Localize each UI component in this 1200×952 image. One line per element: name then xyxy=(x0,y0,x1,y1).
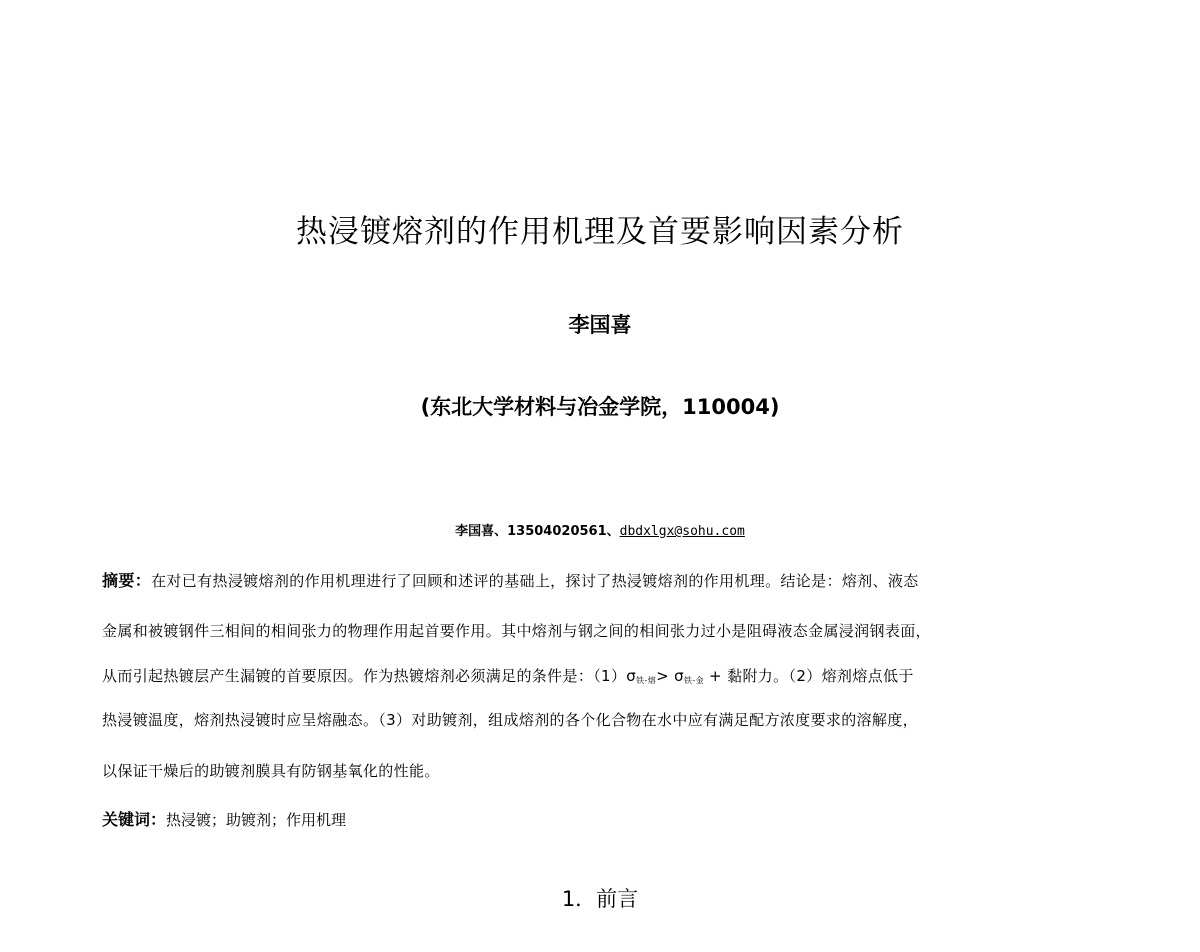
contact-name-phone: 李国喜、13504020561、 xyxy=(455,524,620,539)
abstract-text-5: 以保证干燥后的助镀剂膜具有防钢基氧化的性能。 xyxy=(102,762,440,780)
abstract-line-1 xyxy=(102,568,1092,591)
abstract-line-2 xyxy=(102,620,1092,641)
abstract-text-3c: + 黏附力。（2）熔剂熔点低于 xyxy=(703,667,914,685)
abstract-text-1: 在对已有热浸镀熔剂的作用机理进行了回顾和述评的基础上，探讨了热浸镀熔剂的作用机理。结论是：熔剂、液态 xyxy=(151,572,919,590)
author-affiliation: (东北大学材料与冶金学院，110004) xyxy=(420,395,780,419)
author-name: 李国喜 xyxy=(568,313,632,337)
keywords-line xyxy=(102,807,346,830)
section-heading-introduction: 1．前言 xyxy=(561,887,639,911)
contact-email-link[interactable]: dbdxlgx@sohu.com xyxy=(619,524,745,539)
paper-title: 热浸镀熔剂的作用机理及首要影响因素分析 xyxy=(296,214,904,250)
keywords-text: 热浸镀；助镀剂；作用机理 xyxy=(166,811,347,829)
abstract-text-4: 热浸镀温度，熔剂热浸镀时应呈熔融态。（3）对助镀剂，组成熔剂的各个化合物在水中应有满足配方浓度要求的溶解度， xyxy=(102,711,918,729)
keywords-label: 关键词： xyxy=(102,810,167,829)
sigma-subscript-iron-flux: 铁-熔 xyxy=(636,676,657,685)
abstract-line-3 xyxy=(102,665,1092,686)
abstract-line-5 xyxy=(102,760,1092,781)
sigma-subscript-iron-metal: 铁-金 xyxy=(684,676,704,685)
abstract-label: 摘要： xyxy=(102,571,152,590)
abstract-text-2: 金属和被镀钢件三相间的相间张力的物理作用起首要作用。其中熔剂与钢之间的相间张力过小是阻碍液态金属浸润钢表面， xyxy=(102,622,931,640)
contact-line xyxy=(0,520,1200,539)
abstract-text-3a: 从而引起热镀层产生漏镀的首要原因。作为热镀熔剂必须满足的条件是：（1）σ xyxy=(102,667,637,685)
abstract-line-4 xyxy=(102,709,1092,730)
abstract-text-3b: > σ xyxy=(656,667,684,685)
